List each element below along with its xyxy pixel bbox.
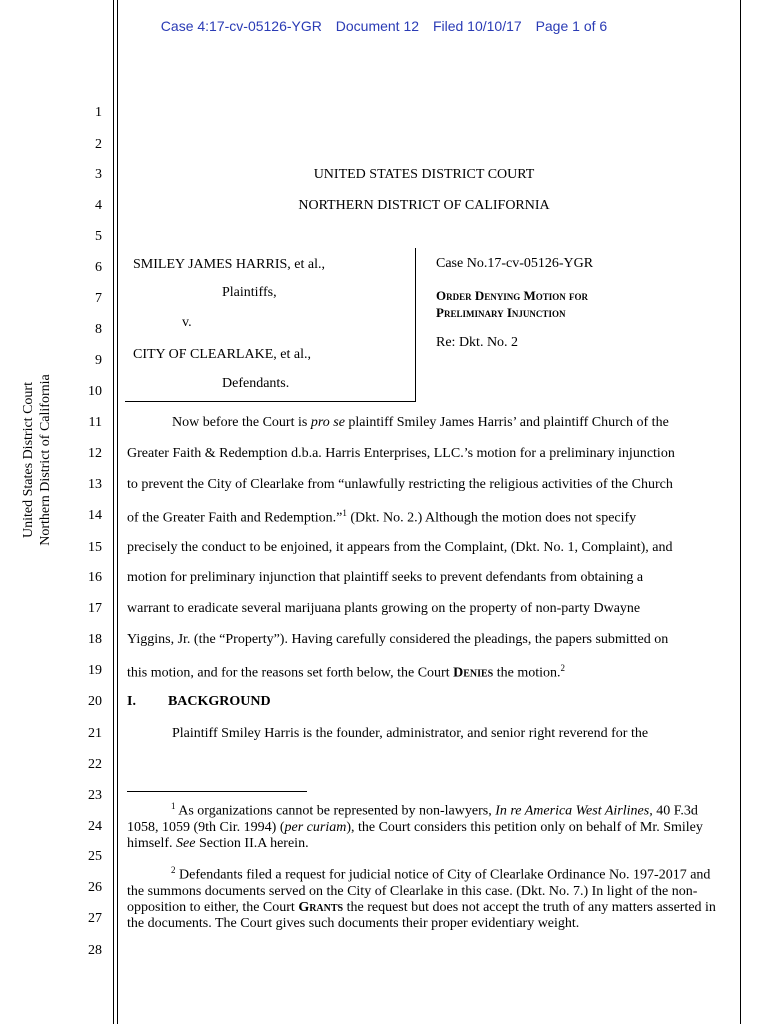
line-number: 17 bbox=[88, 601, 102, 616]
filing-header bbox=[0, 18, 768, 34]
line-number: 8 bbox=[95, 322, 102, 337]
line-number: 11 bbox=[88, 415, 102, 430]
footnote-separator bbox=[127, 791, 307, 792]
body-line-15: precisely the conduct to be enjoined, it appears from the Complaint, (Dkt. No. 1, Complaint), and bbox=[127, 540, 673, 555]
plaintiff-name: SMILEY JAMES HARRIS, et al., bbox=[133, 257, 325, 272]
filed-date-header: Filed 10/10/17 bbox=[432, 18, 522, 34]
line-number: 16 bbox=[88, 570, 102, 585]
court-district: NORTHERN DISTRICT OF CALIFORNIA bbox=[298, 198, 550, 213]
line-number: 5 bbox=[95, 229, 102, 244]
case-number: Case No.17-cv-05126-YGR bbox=[436, 256, 594, 271]
plaintiff-role: Plaintiffs, bbox=[222, 285, 277, 300]
case-number-header: Case 4:17-cv-05126-YGR bbox=[160, 18, 322, 34]
line-number: 27 bbox=[88, 911, 102, 926]
left-margin-rule-2 bbox=[117, 0, 118, 1024]
defendant-name: CITY OF CLEARLAKE, et al., bbox=[133, 347, 311, 362]
line-number: 20 bbox=[88, 694, 102, 709]
body-line-11: Now before the Court is pro se plaintiff Smiley James Harris’ and plaintiff Church of the bbox=[172, 415, 669, 430]
body-line-21: Plaintiff Smiley Harris is the founder, administrator, and senior right reverend for the bbox=[172, 726, 649, 741]
line-number: 25 bbox=[88, 849, 102, 864]
line-number: 6 bbox=[95, 260, 102, 275]
line-number: 24 bbox=[88, 819, 102, 834]
court-side-label: United States District Court Northern District of California bbox=[21, 374, 53, 546]
section-number: I. bbox=[127, 694, 136, 709]
body-line-14: of the Greater Faith and Redemption.”$^1$ (Dkt. No. 2.) Although the motion does not specify bbox=[127, 508, 637, 526]
line-number: 28 bbox=[88, 943, 102, 958]
line-number: 7 bbox=[95, 291, 102, 306]
line-number: 15 bbox=[88, 540, 102, 555]
section-heading bbox=[127, 694, 271, 710]
line-number: 10 bbox=[88, 384, 102, 399]
footnote-2: $^2$ Defendants filed a request for judicial notice of City of Clearlake Ordinance No. 197-2017 and the summons documents served on the City of Clearlake in this case. (Dkt. No. 7.) In light of the non-opposition to either, the Court Grants the request but does not accept the truth of any matters asserted in the documents. The Court gives such documents their proper evidentiary weight. bbox=[127, 865, 716, 931]
section-title: BACKGROUND bbox=[167, 694, 271, 709]
defendant-role: Defendants. bbox=[222, 376, 290, 391]
line-number: 26 bbox=[88, 880, 102, 895]
document-number-header: Document 12 bbox=[335, 18, 420, 34]
footnote-1: $^1$ As organizations cannot be represented by non-lawyers, In re America West Airlines, 40 F.3d 1058, 1059 (9th Cir. 1994) (per curiam), the Court considers this petition only on behalf of Mr. Smiley himself. See Section II.A herein. bbox=[127, 801, 703, 851]
docket-reference: Re: Dkt. No. 2 bbox=[436, 335, 519, 350]
body-line-17: warrant to eradicate several marijuana plants growing on the property of non-party Dwayne bbox=[127, 601, 641, 616]
line-number: 18 bbox=[88, 632, 102, 647]
line-number: 19 bbox=[88, 663, 102, 678]
body-line-13: to prevent the City of Clearlake from “unlawfully restricting the religious activities of the Church bbox=[127, 477, 673, 492]
line-number: 4 bbox=[95, 198, 102, 213]
line-number: 13 bbox=[88, 477, 102, 492]
line-number: 23 bbox=[88, 788, 102, 803]
line-number: 3 bbox=[95, 167, 102, 182]
line-number: 1 bbox=[95, 105, 102, 120]
page-indicator: Page 1 of 6 bbox=[535, 18, 608, 34]
order-title-line-1: Order Denying Motion for bbox=[436, 288, 589, 303]
line-number: 14 bbox=[88, 508, 102, 523]
court-name: UNITED STATES DISTRICT COURT bbox=[313, 167, 535, 182]
line-number: 21 bbox=[88, 726, 102, 741]
body-line-18: Yiggins, Jr. (the “Property”). Having carefully considered the pleadings, the papers submitted on bbox=[127, 632, 669, 647]
body-line-16: motion for preliminary injunction that plaintiff seeks to prevent defendants from obtaining a bbox=[127, 570, 644, 585]
body-line-12: Greater Faith & Redemption d.b.a. Harris Enterprises, LLC.’s motion for a preliminary injunction bbox=[127, 446, 675, 461]
line-number: 22 bbox=[88, 757, 102, 772]
line-number: 9 bbox=[95, 353, 102, 368]
line-number: 12 bbox=[88, 446, 102, 461]
order-title-line-2: Preliminary Injunction bbox=[436, 305, 566, 320]
versus: v. bbox=[182, 315, 192, 330]
left-margin-rule-1 bbox=[113, 0, 114, 1024]
right-margin-rule bbox=[740, 0, 741, 1024]
body-line-19: this motion, and for the reasons set forth below, the Court Denies the motion.$^2$ bbox=[127, 663, 565, 681]
line-number: 2 bbox=[95, 137, 102, 152]
